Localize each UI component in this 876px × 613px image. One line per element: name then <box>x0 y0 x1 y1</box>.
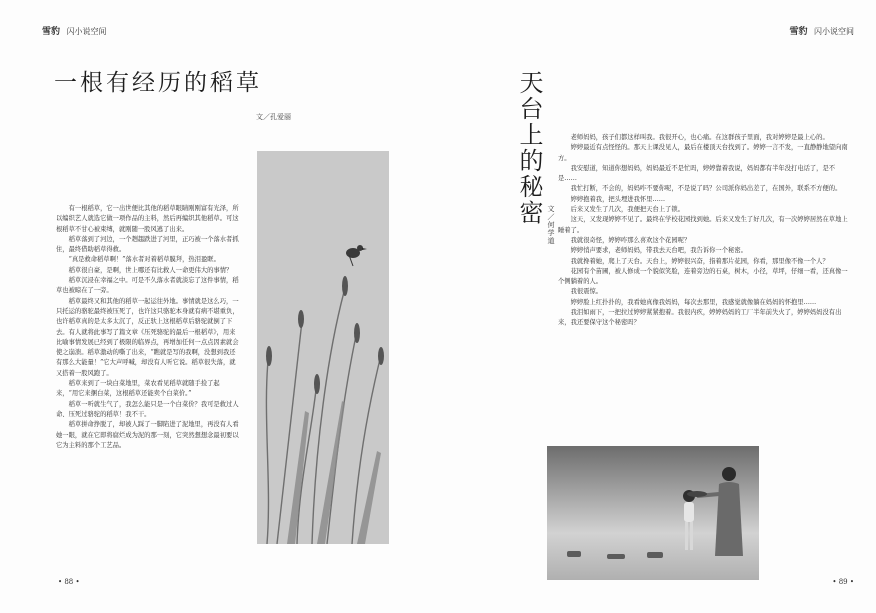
paragraph: 婷婷脸上红扑扑的，我看她真像我妈妈，每次去那里，我感觉就像躺在妈妈的怀抱里…… <box>570 298 817 306</box>
section-name: 闪小说空间 <box>66 27 107 36</box>
paragraph: “真是救命稻草啊！”落水者对着稻草膜拜，热泪盈眶。 <box>68 256 220 264</box>
teacher-child-illustration <box>547 446 759 580</box>
paragraph: 稻草来到了一块白菜地里，菜农看见稻草就随手捡了起来，“用它来捆白菜，这根稻草还能卖个白菜价。” <box>56 380 220 398</box>
paragraph: 稻草一听就生气了，我怎么能只是一个白菜价？我可是救过人命、压死过骆驼的稻草！我不干。 <box>56 400 239 418</box>
magazine-brand: 雪豹 <box>789 27 808 37</box>
paragraph: 我就搀着她，爬上了天台。天台上，婷婷很兴奋，指着那片花园，你看，那里像不像一个人？ <box>570 257 829 265</box>
paragraph: 婷婷抱着我，把头埋进我怀里…… <box>570 195 666 203</box>
paragraph: 稻草很自豪，是啊，世上哪还有比救人一命更伟大的事情？ <box>68 266 233 274</box>
article-title: 一根有经历的稻草 <box>54 70 262 96</box>
paragraph: 稻草拼命挣脱了，却被人踩了一脚陷进了泥地里，再没有人看她一眼，就在它即将腐烂成为泥的那一刻，它突然想想念最初要以它为主料的那个工艺品。 <box>56 421 239 449</box>
left-article-body <box>56 204 240 451</box>
paragraph: 我很震惊。 <box>570 288 603 296</box>
page-number: • 88 • <box>58 578 80 586</box>
paragraph: 婷婷悄声要求，老师妈妈，带我去天台吧，我告诉你一个秘密。 <box>570 247 747 255</box>
paragraph: 这天，又发现婷婷不见了。最终在学校花园找到她。后来又发生了好几次，有一次婷婷居然在草地上睡着了。 <box>558 216 848 234</box>
paragraph: 稻草最终又和其他的稻草一起运往外地。事情就是这么巧，一只托运的骆驼最终被压死了，也许这只骆驼本身就有病不堪重负，也许稻草真的是太多太沉了，反正驮上这根稻草后骆驼就倒了下去。有人就将此事写了篇文章《压死骆驼的最后一根稻草》，用来比喻事情发展已经到了极限的临界点，再增加任何一点点因素就会使之崩溃。稻草激动的嘶了出来，“瞧就是写的我啊，没想到我还有那么大能量！”它大声呼喊，却没有人听它说。稻草很失落，就又搭着一股风跑了。 <box>56 297 239 377</box>
right-article-body <box>558 133 853 329</box>
paragraph: 稻草落到了河边，一个趔趄跌进了河里，正巧被一个落水者抓住，最终借助稻草得救。 <box>56 235 239 254</box>
paragraph: 稻草沉浸在幸福之中。可是不久落水者就淡忘了这件事情，稻草也被晾在了一旁。 <box>56 277 239 295</box>
page-number: • 89 • <box>832 578 854 586</box>
paragraph: 有一根稻草，它一出世便比其他的稻草眼睛刚刚富有光泽，所以编织艺人就选它做一项作品的主料，然后再编织其他稻草。可这根稻草不甘心被束缚，就刚随一股风逃了出来。 <box>56 205 239 233</box>
article-byline: 文／孔爱丽 <box>256 113 291 121</box>
section-name: 闪小说空间 <box>814 27 854 36</box>
article-byline-vertical: 文／何学道 <box>547 205 555 245</box>
magazine-brand: 雪豹 <box>42 27 61 37</box>
magazine-header <box>42 24 107 37</box>
magazine-header <box>789 24 854 37</box>
paragraph: 我忙打断，不会的，妈妈咋不要你呢，不是说了吗？公司派你妈出差了，在国外，联系不方便的。 <box>570 185 842 193</box>
teacher-and-child-photo <box>547 446 759 580</box>
article-title-vertical: 天台上的秘密 <box>515 70 543 226</box>
paragraph: 婷婷最近有点怪怪的。那天上课没见人，最后在楼顶天台找到了。婷婷一言不发，一直静静地望向南方。 <box>558 144 848 162</box>
paragraph: 后来又发生了几次，我便把天台上了锁。 <box>570 206 684 214</box>
rice-stalk-bird-photo <box>257 151 389 544</box>
paragraph: 我就很奇怪，婷婷咋那么喜欢这个花园呢？ <box>570 236 691 244</box>
paragraph: 我安慰道，知道你想妈妈，妈妈最近不是忙吗，婷婷靠着我说，妈妈都有半年没打电话了，是不是…… <box>558 164 836 183</box>
paragraph: 花园有个苗圃，被人修成一个貌似笑脸，连着旁边的石桌，树木，小径，草坪，仔细一看，还真像一个侧躺着的人。 <box>558 267 848 286</box>
paragraph: 老师妈妈，孩子们都这样叫我。我很开心，也心痛。在这群孩子里面，我对婷婷是最上心的。 <box>570 134 829 141</box>
rice-illustration <box>257 151 389 544</box>
paragraph: 我泪如雨下，一把拉过婷婷紧紧抱着。我很内疚，婷婷妈妈的工厂半年前失火了，婷婷妈妈没有出来，我还要保守这个秘密吗？ <box>558 309 842 327</box>
